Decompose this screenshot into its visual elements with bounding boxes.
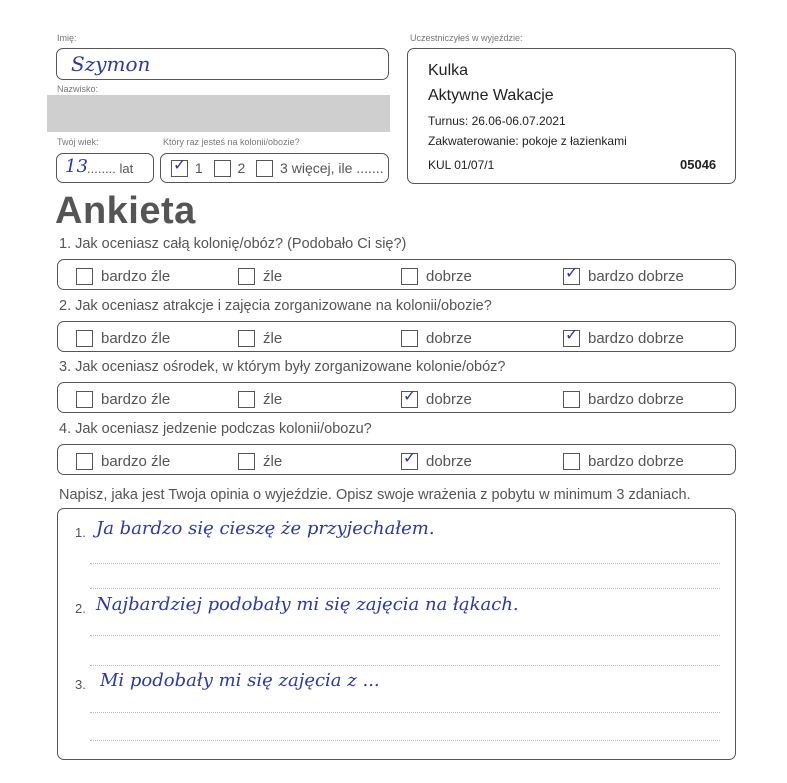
option-label: dobrze — [426, 390, 472, 408]
question-4-option-2[interactable] — [238, 452, 282, 470]
opinion-line-3-text: Mi podobały mi się zajęcia z ... — [100, 670, 380, 691]
checkbox[interactable] — [238, 268, 255, 285]
question-4-option-4[interactable] — [563, 452, 684, 470]
question-label: Jak oceniasz ośrodek, w którym były zorganizowane kolonie/obóz? — [75, 359, 506, 375]
opinion-box[interactable] — [57, 508, 736, 760]
question-label: Jak oceniasz całą kolonię/obóz? (Podobało Ci się?) — [75, 236, 407, 252]
question-4-option-3[interactable] — [401, 447, 472, 470]
which-time-option-1: 1 — [194, 160, 203, 177]
option-label: bardzo źle — [101, 267, 171, 285]
question-4-options — [57, 444, 736, 475]
option-label: dobrze — [426, 267, 472, 285]
question-2-option-1[interactable] — [76, 329, 170, 347]
question-3-option-2[interactable] — [238, 390, 282, 408]
trip-turnus: Turnus: 26.06-06.07.2021 — [428, 114, 566, 128]
trip-number: 05046 — [680, 157, 717, 172]
option-label: źle — [263, 267, 283, 285]
checkbox[interactable] — [563, 324, 580, 347]
opinion-line-2-text: Najbardziej podobały mi się zajęcia na łąkach. — [96, 594, 519, 615]
option-label: bardzo dobrze — [588, 329, 684, 347]
checkbox[interactable] — [401, 268, 418, 285]
question-2-option-3[interactable] — [401, 329, 472, 347]
age-value: 13 — [65, 156, 88, 177]
question-1-option-1[interactable] — [76, 267, 170, 285]
checkbox[interactable] — [76, 453, 93, 470]
opinion-prompt: Napisz, jaka jest Twoja opinia o wyjeździe. Opisz swoje wrażenia z pobytu w minimum 3 zdaniach. — [59, 487, 691, 503]
check-mark-icon: ✓ — [565, 324, 579, 344]
surname-label: Nazwisko: — [57, 84, 99, 94]
opinion-line-1-text: Ja bardzo się cieszę że przyjechałem. — [96, 518, 435, 539]
option-label: dobrze — [426, 329, 472, 347]
which-time-checkbox-1[interactable] — [171, 154, 188, 177]
trip-program: Aktywne Wakacje — [428, 87, 554, 104]
trip-label: Uczestniczyłeś w wyjeździe: — [410, 33, 523, 43]
check-mark-icon: ✓ — [403, 385, 417, 405]
name-value: Szymon — [71, 52, 151, 76]
question-2-option-2[interactable] — [238, 329, 282, 347]
question-3-option-4[interactable] — [563, 390, 684, 408]
question-4-text — [59, 421, 372, 437]
question-3-option-3[interactable] — [401, 385, 472, 408]
opinion-line-1-num: 1. — [75, 525, 86, 540]
age-field[interactable] — [56, 153, 154, 183]
opinion-line-2-num: 2. — [75, 601, 86, 616]
checkbox[interactable] — [76, 268, 93, 285]
checkbox[interactable] — [563, 453, 580, 470]
which-time-label: Który raz jesteś na kolonii/obozie? — [163, 137, 300, 147]
question-1-options — [57, 259, 736, 290]
checkbox[interactable] — [401, 330, 418, 347]
age-label: Twój wiek: — [57, 137, 99, 147]
option-label: bardzo dobrze — [588, 267, 684, 285]
question-label: Jak oceniasz atrakcje i zajęcia zorganizowane na kolonii/obozie? — [75, 298, 492, 314]
question-number: 4. — [59, 421, 72, 437]
question-3-options — [57, 382, 736, 413]
option-label: źle — [263, 452, 283, 470]
which-time-checkbox-3[interactable] — [256, 160, 273, 177]
check-mark-icon: ✓ — [173, 154, 187, 174]
check-mark-icon: ✓ — [403, 447, 417, 467]
surname-redacted — [47, 95, 390, 132]
which-time-checkbox-2[interactable] — [214, 160, 231, 177]
opinion-line-3-num: 3. — [75, 677, 86, 692]
question-2-option-4[interactable] — [563, 324, 684, 347]
which-time-field — [160, 153, 389, 183]
trip-org: Kulka — [428, 62, 469, 79]
checkbox[interactable] — [238, 330, 255, 347]
which-time-option-3: 3 więcej, ile ....... — [280, 160, 384, 177]
check-mark-icon: ✓ — [565, 262, 579, 282]
option-label: bardzo źle — [101, 390, 171, 408]
question-4-option-1[interactable] — [76, 452, 170, 470]
trip-accommodation: Zakwaterowanie: pokoje z łazienkami — [428, 134, 627, 148]
survey-title: Ankieta — [55, 190, 196, 232]
which-time-option-2: 2 — [237, 160, 246, 177]
question-number: 1. — [59, 236, 72, 252]
option-label: dobrze — [426, 452, 472, 470]
checkbox[interactable] — [563, 391, 580, 408]
question-1-option-2[interactable] — [238, 267, 282, 285]
option-label: bardzo dobrze — [588, 452, 684, 470]
question-3-option-1[interactable] — [76, 390, 170, 408]
age-suffix: ........ lat — [87, 161, 134, 176]
question-1-option-4[interactable] — [563, 262, 684, 285]
checkbox[interactable] — [76, 330, 93, 347]
question-3-text — [59, 359, 505, 375]
option-label: źle — [263, 329, 283, 347]
checkbox[interactable] — [563, 262, 580, 285]
question-number: 2. — [59, 298, 72, 314]
question-2-options — [57, 321, 736, 352]
name-label: Imię: — [57, 33, 77, 43]
checkbox[interactable] — [76, 391, 93, 408]
option-label: bardzo źle — [101, 329, 171, 347]
checkbox[interactable] — [401, 447, 418, 470]
checkbox[interactable] — [238, 391, 255, 408]
option-label: bardzo dobrze — [588, 390, 684, 408]
checkbox[interactable] — [238, 453, 255, 470]
option-label: bardzo źle — [101, 452, 171, 470]
name-field[interactable] — [56, 48, 389, 80]
option-label: źle — [263, 390, 283, 408]
question-1-option-3[interactable] — [401, 267, 472, 285]
question-label: Jak oceniasz jedzenie podczas kolonii/obozu? — [75, 421, 372, 437]
checkbox[interactable] — [401, 385, 418, 408]
question-2-text — [59, 298, 492, 314]
trip-code: KUL 01/07/1 — [428, 158, 495, 172]
question-1-text — [59, 236, 406, 252]
question-number: 3. — [59, 359, 72, 375]
